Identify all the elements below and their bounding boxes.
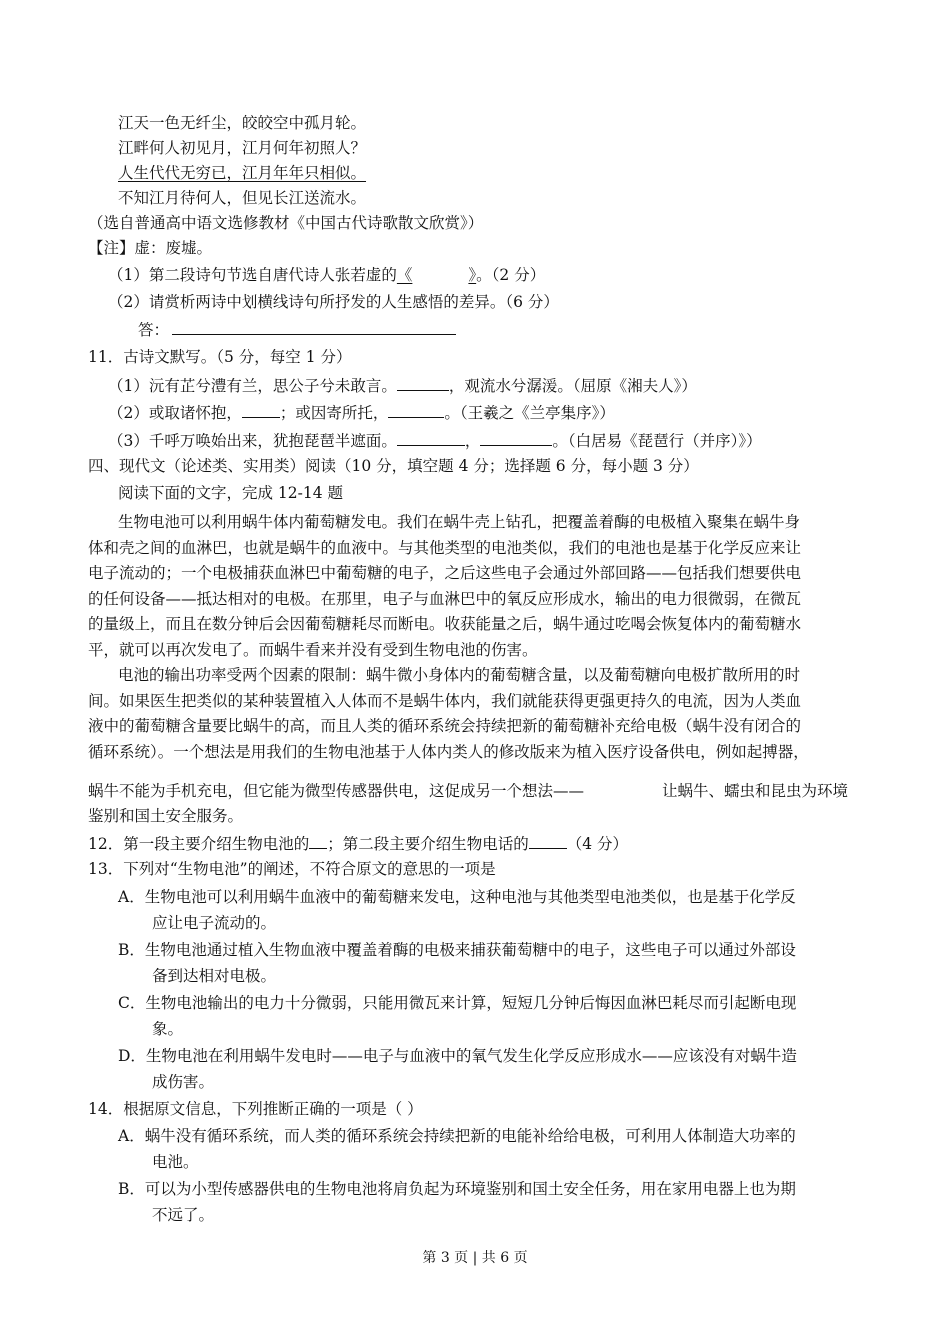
- q14-stem: 14．根据原文信息，下列推断正确的一项是（ ）: [88, 1100, 423, 1118]
- q12-blank-2[interactable]: [529, 832, 567, 849]
- q12-blank-1[interactable]: [309, 832, 327, 849]
- q14-option-b[interactable]: B．可以为小型传感器供电的生物电池将肩负起为环境鉴别和国土安全任务，用在家用电器上也为期: [118, 1180, 796, 1198]
- q13-option-d[interactable]: D．生物电池在利用蜗牛发电时——电子与血液中的氧气发生化学反应形成水——应该没有对蜗牛造: [118, 1047, 797, 1065]
- q13-option-a-cont: 应让电子流动的。: [152, 914, 277, 932]
- q11-sub1: （1）沅有芷兮澧有兰，思公子兮未敢言。 ，观流水兮潺湲。（屈原《湘夫人》）: [108, 374, 697, 396]
- passage-line-cont: 让蜗牛、蠕虫和昆虫为环境: [662, 782, 849, 800]
- q11-blank-3[interactable]: [388, 401, 444, 418]
- q10-sub1-title-blank[interactable]: 《 》: [396, 266, 477, 284]
- q13-option-c[interactable]: C．生物电池输出的电力十分微弱，只能用微瓦来计算，短短几分钟后悔因血淋巴耗尽而引起断电现: [118, 994, 797, 1012]
- q11-sub2: （2）或取诸怀抱， ；或因寄所托， 。（王羲之《兰亭集序》）: [108, 401, 615, 423]
- poem-source: （选自普通高中语文选修教材《中国古代诗歌散文欣赏》）: [88, 214, 484, 232]
- q10-answer-line[interactable]: [172, 333, 456, 335]
- q12: 12．第一段主要介绍生物电池的 ；第二段主要介绍生物电话的 （4 分）: [88, 832, 628, 854]
- section4-heading: 四、现代文（论述类、实用类）阅读（10 分，填空题 4 分；选择题 6 分，每小题 3 分）: [88, 457, 699, 475]
- passage-line: 循环系统）。一个想法是用我们的生物电池基于人体内类人的修改版来为植入医疗设备供电，例如起搏器，: [88, 743, 809, 761]
- q14-option-b-cont: 不远了。: [152, 1206, 215, 1224]
- q13-stem: 13．下列对“生物电池”的阐述，不符合原文的意思的一项是: [88, 860, 496, 878]
- q11-blank-5[interactable]: [480, 429, 552, 446]
- q13-option-b-cont: 备到达相对电极。: [152, 967, 277, 985]
- q11-blank-4[interactable]: [397, 429, 465, 446]
- q13-option-d-cont: 成伤害。: [152, 1073, 215, 1091]
- q13-option-a[interactable]: A．生物电池可以利用蜗牛血液中的葡萄糖来发电，这种电池与其他类型电池类似，也是基于化学反: [118, 888, 796, 906]
- q10-sub2: （2）请赏析两诗中划横线诗句所抒发的人生感悟的差异。（6 分）: [108, 293, 559, 311]
- passage-line: 的任何设备——抵达相对的电极。在那里，电子与血淋巴中的氧反应形成水，输出的电力很微弱，在微瓦: [88, 590, 802, 608]
- passage-line: 电池的输出功率受两个因素的限制：蜗牛微小身体内的葡萄糖含量，以及葡萄糖向电极扩散所用的时: [118, 666, 801, 684]
- q11-title: 11．古诗文默写。（5 分，每空 1 分）: [88, 348, 352, 366]
- poem-line: 江畔何人初见月，江月何年初照人？: [118, 139, 367, 157]
- poem-note: 【注】虚：废墟。: [88, 239, 213, 257]
- passage-line: 间。如果医生把类似的某种装置植入人体而不是蜗牛体内，我们就能获得更强更持久的电流，因为人类血: [88, 692, 802, 710]
- page-number: 第 3 页 | 共 6 页: [422, 1250, 528, 1266]
- q10-sub1: [108, 265, 545, 285]
- q11-sub3: （3）千呼万唤始出来，犹抱琵琶半遮面。 ， 。（白居易《琵琶行（并序）》）: [108, 429, 762, 451]
- passage-line: 平，就可以再次发电了。而蜗牛看来并没有受到生物电池的伤害。: [88, 641, 538, 659]
- poem-line: 不知江月待何人，但见长江送流水。: [118, 189, 367, 207]
- passage-line: 电子流动的；一个电极捕获血淋巴中葡萄糖的电子，之后这些电子会通过外部回路——包括我们想要供电: [88, 564, 802, 582]
- q10-answer-label: 答：: [138, 321, 170, 339]
- q14-option-a-cont: 电池。: [152, 1153, 199, 1171]
- q11-blank-1[interactable]: [397, 374, 449, 391]
- passage-line: 蜗牛不能为手机充电，但它能为微型传感器供电，这促成另一个想法——: [88, 782, 585, 800]
- q11-blank-2[interactable]: [242, 401, 280, 418]
- passage-line: 鉴别和国土安全服务。: [88, 807, 244, 825]
- poem-line-underlined: 人生代代无穷已，江月年年只相似。: [118, 164, 367, 182]
- section4-instruction: 阅读下面的文字，完成 12-14 题: [118, 484, 344, 502]
- q10-sub1-score: 。（2 分）: [476, 266, 546, 284]
- passage-line: 生物电池可以利用蜗牛体内葡萄糖发电。我们在蜗牛壳上钻孔，把覆盖着酶的电极植入聚集在蜗牛身: [118, 513, 801, 531]
- passage-line: 的量级上，而且在数分钟后会因葡萄糖耗尽而断电。收获能量之后，蜗牛通过吃喝会恢复体内的葡萄糖水: [88, 615, 802, 633]
- q13-option-b[interactable]: B．生物电池通过植入生物血液中覆盖着酶的电极来捕获葡萄糖中的电子，这些电子可以通过外部设: [118, 941, 796, 959]
- passage-line: 液中的葡萄糖含量要比蜗牛的高，而且人类的循环系统会持续把新的葡萄糖补充给电极（蜗牛没有闭合的: [88, 717, 802, 735]
- q13-option-c-cont: 象。: [152, 1020, 184, 1038]
- q10-sub1-text: （1）第二段诗句节选自唐代诗人张若虚的: [108, 266, 397, 284]
- poem-line: 江天一色无纤尘，皎皎空中孤月轮。: [118, 114, 367, 132]
- q14-option-a[interactable]: A．蜗牛没有循环系统，而人类的循环系统会持续把新的电能补给给电极，可利用人体制造大功率的: [118, 1127, 796, 1145]
- passage-line: 体和壳之间的血淋巴，也就是蜗牛的血液中。与其他类型的电池类似，我们的电池也是基于化学反应来让: [88, 539, 802, 557]
